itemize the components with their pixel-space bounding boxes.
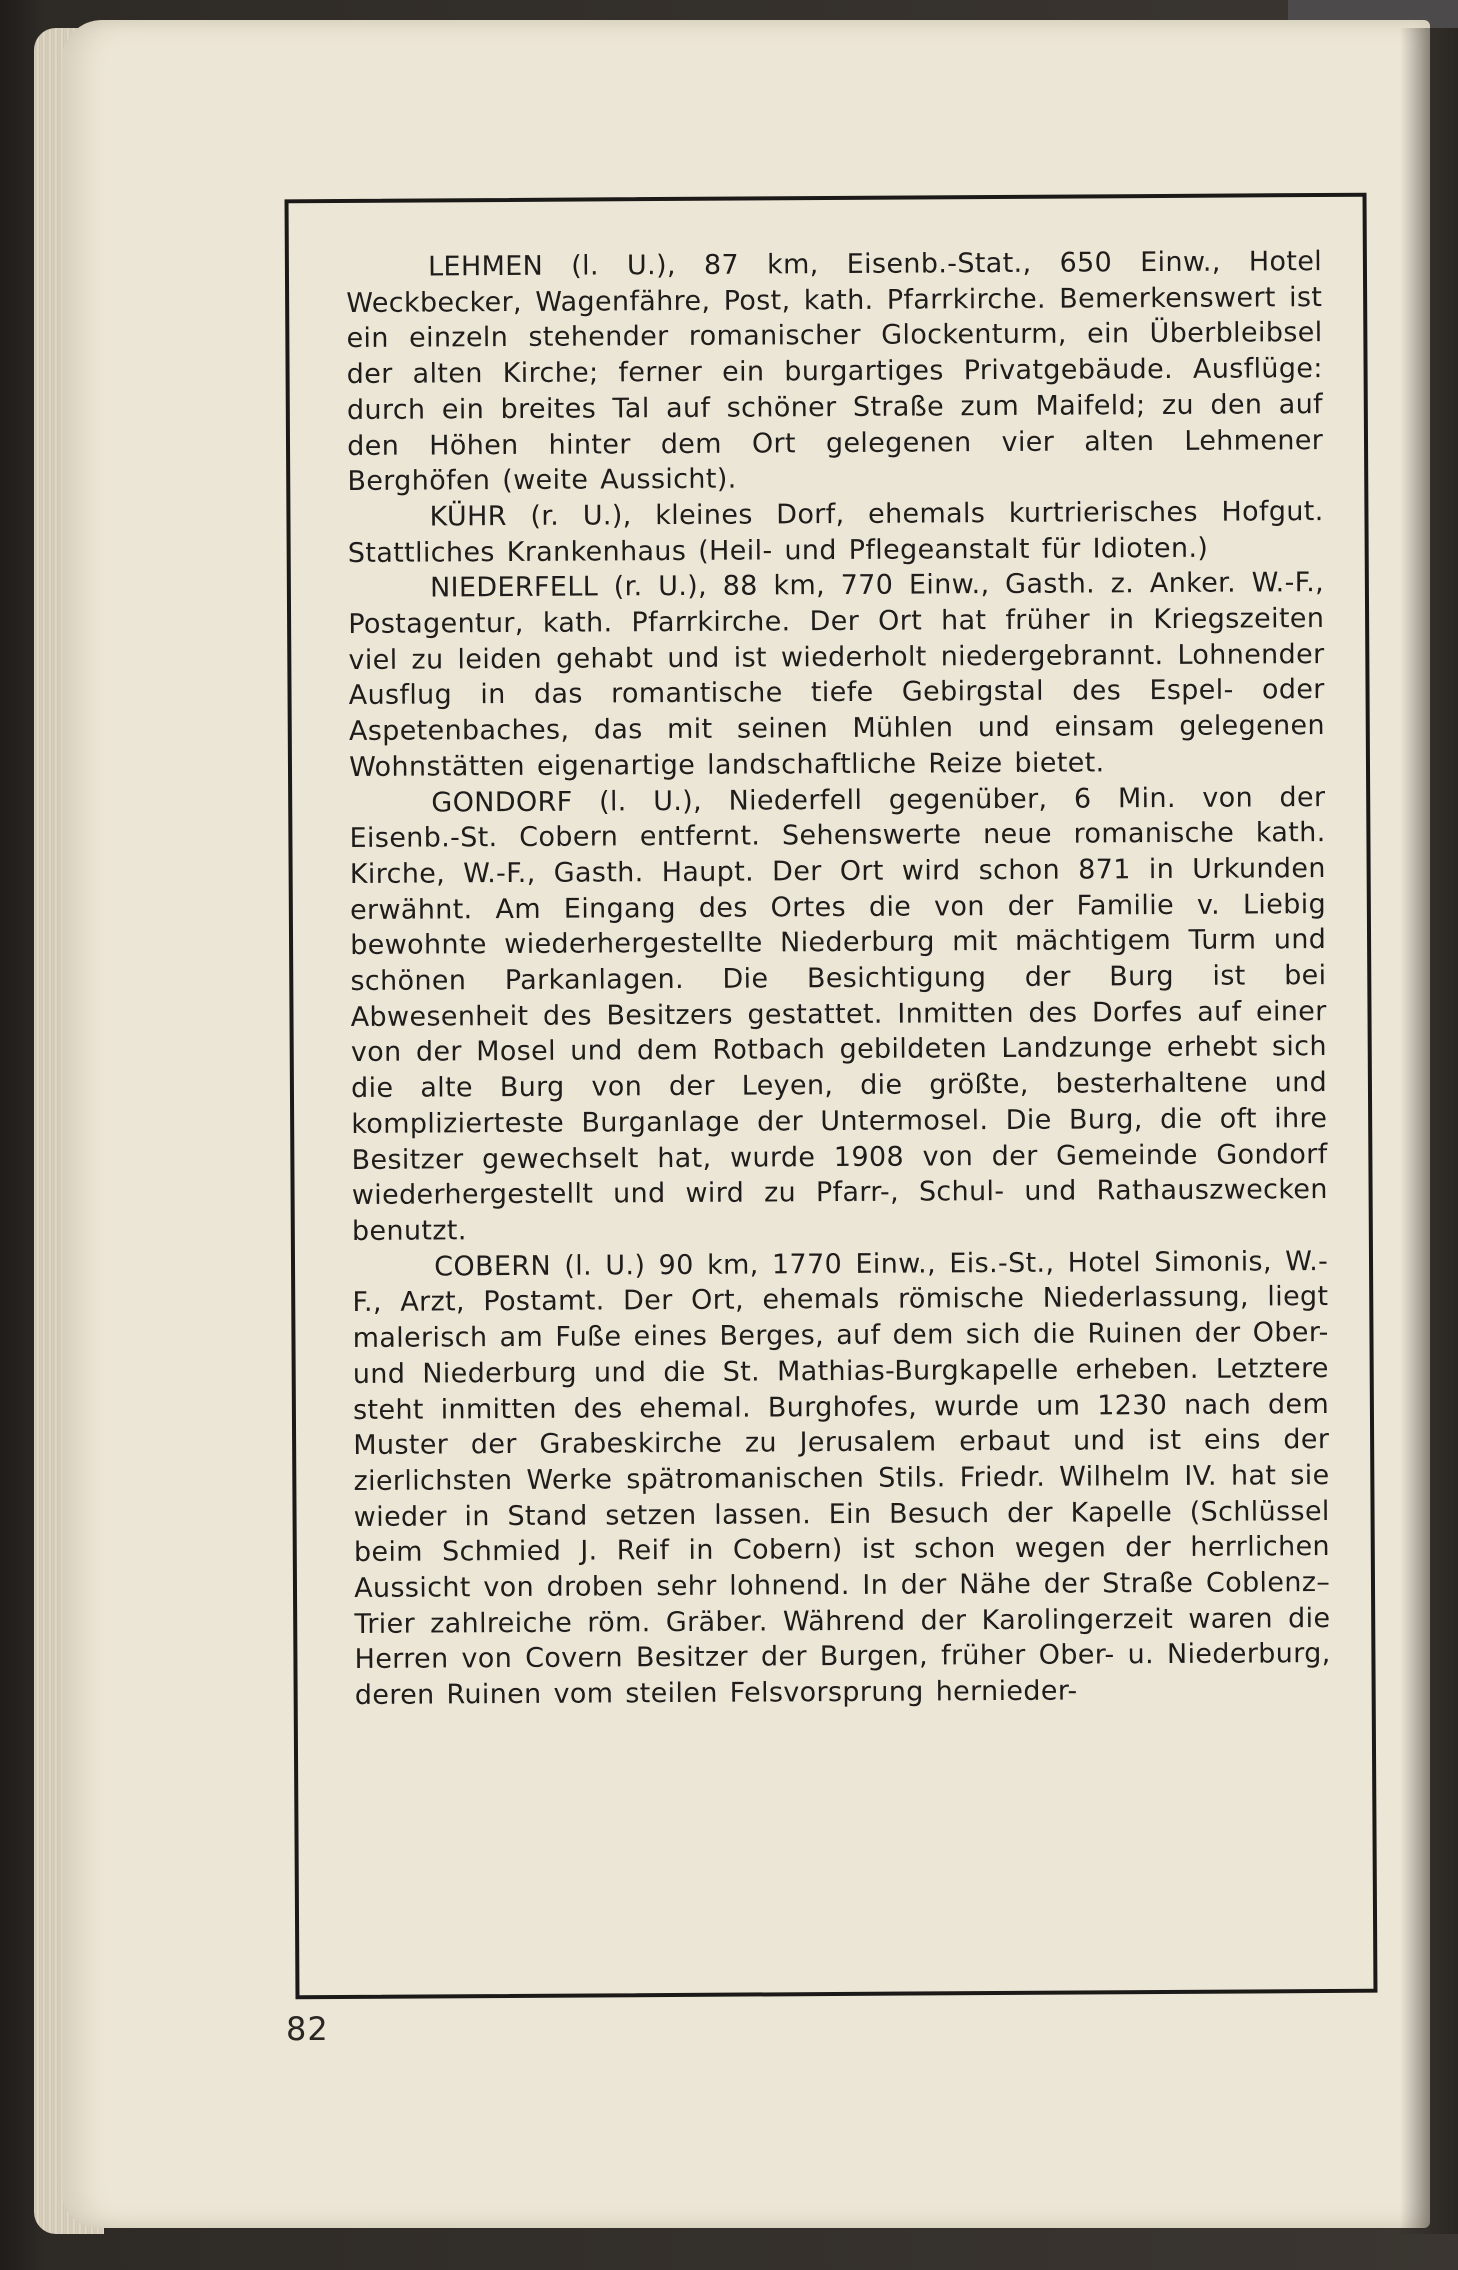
- page-number: 82: [286, 2010, 329, 2048]
- paragraph-cobern: COBERN (l. U.) 90 km, 1770 Einw., Eis.-St., Hotel Simonis, W.-F., Arzt, Postamt. Der Ort, ehemals römische Niederlassung, liegt malerisch am Fuße eines Berges, auf dem sich die Ruinen der Ober- und Niederburg und die St. Mathias-Burgkapelle erheben. Letztere steht inmitten des ehemal. Burghofes, wurde um 1230 nach dem Muster der Grabeskirche zu Jerusalem erbaut und ist eins der zierlichsten Werke spätromanischen Stils. Friedr. Wilhelm IV. hat sie wieder in Stand setzen lassen. Ein Besuch der Kapelle (Schlüssel beim Schmied J. Reif in Cobern) ist schon wegen der herrlichen Aussicht von droben sehr lohnend. In der Nähe der Straße Coblenz–Trier zahlreiche röm. Gräber. Während der Karolingerzeit waren die Herren von Covern Besitzer der Burgen, früher Ober- u. Niederburg, deren Ruinen vom steilen Felsvorsprung hernieder-: [352, 1245, 1331, 1712]
- paragraph-gondorf: GONDORF (l. U.), Niederfell gegenüber, 6 Min. von der Eisenb.-St. Cobern entfernt. Sehenswerte neue romanische kath. Kirche, W.-F., Gasth. Haupt. Der Ort wird schon 871 in Urkunden erwähnt. Am Eingang des Ortes die von der Familie v. Liebig bewohnte wiederhergestellte Niederburg mit mächtigem Turm und schönen Parkanlagen. Die Besichtigung der Burg ist bei Abwesenheit des Besitzers gestattet. Inmitten des Dorfes auf einer von der Mosel und dem Rotbach gebildeten Landzunge erhebt sich die alte Burg von der Leyen, die größte, besterhaltene und komplizierteste Burganlage der Untermosel. Die Burg, die oft ihre Besitzer gewechselt hat, wurde 1908 von der Gemeinde Gondorf wiederhergestellt und wird zu Pfarr-, Schul- und Rathauszwecken benutzt.: [349, 781, 1328, 1247]
- paragraph-niederfell: NIEDERFELL (r. U.), 88 km, 770 Einw., Gasth. z. Anker. W.-F., Postagentur, kath. Pfarrkirche. Der Ort hat früher in Kriegszeiten viel zu leiden gehabt und ist wiederholt niedergebrannt. Lohnender Ausflug in das romantische tiefe Gebirgstal des Espel- oder Aspetenbaches, das mit seinen Mühlen und einsam gelegenen Wohnstätten eigenartige landschaftliche Reize bietet.: [348, 567, 1326, 783]
- gutter-shadow: [1400, 28, 1458, 2234]
- page-text-block: [346, 244, 1331, 1714]
- paragraph-lehmen: LEHMEN (l. U.), 87 km, Eisenb.-Stat., 650 Einw., Hotel Weckbecker, Wagenfähre, Post, kath. Pfarrkirche. Bemerkenswert ist ein einzeln stehender romanischer Glockenturm, ein Überbleibsel der alten Kirche; ferner ein burgartiges Privatgebäude. Ausflüge: durch ein breites Tal auf schöner Straße zum Maifeld; zu den auf den Höhen hinter dem Ort gelegenen vier alten Lehmener Berghöfen (weite Aussicht).: [346, 246, 1324, 498]
- paragraph-kuehr: KÜHR (r. U.), kleines Dorf, ehemals kurtrierisches Hofgut. Stattliches Krankenhaus (Heil- und Pflegeanstalt für Idioten.): [347, 495, 1324, 569]
